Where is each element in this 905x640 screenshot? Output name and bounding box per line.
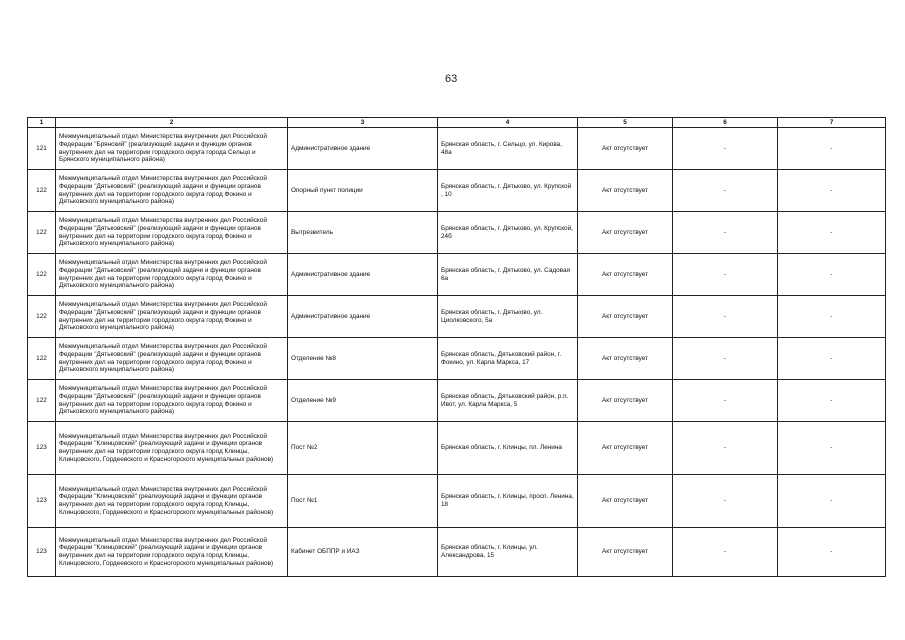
- table-row: [28, 475, 886, 528]
- col7-cell: -: [778, 170, 886, 212]
- page-number: 63: [445, 73, 458, 85]
- col7-cell: -: [778, 422, 886, 475]
- row-number: 123: [28, 528, 56, 577]
- col7-cell: -: [778, 528, 886, 577]
- act-cell: Акт отсутствует: [578, 338, 673, 380]
- table-row: [28, 254, 886, 296]
- object-cell: Вытрезвитель: [288, 212, 438, 254]
- col6-cell: -: [673, 254, 778, 296]
- organization-cell: Межмуниципальный отдел Министерства внутренних дел Российской Федерации "Брянский" (реализующий задачи и функции органов внутренних дел на территории городского округа города Сельцо и Брянского муниципального района): [56, 128, 288, 170]
- object-cell: Пост №1: [288, 475, 438, 528]
- object-cell: Кабинет ОБППР и ИАЗ: [288, 528, 438, 577]
- header-col-4: 4: [438, 118, 578, 128]
- act-cell: Акт отсутствует: [578, 422, 673, 475]
- row-number: 121: [28, 128, 56, 170]
- col6-cell: -: [673, 338, 778, 380]
- row-number: 123: [28, 475, 56, 528]
- row-number: 122: [28, 212, 56, 254]
- table-row: [28, 296, 886, 338]
- address-cell: Брянская область, Дятьковский район, г. Фокино, ул. Карла Маркса, 17: [438, 338, 578, 380]
- header-col-5: 5: [578, 118, 673, 128]
- address-cell: Брянская область, Дятьковский район, р.п. Ивот, ул. Карла Маркса, 5: [438, 380, 578, 422]
- act-cell: Акт отсутствует: [578, 296, 673, 338]
- organization-cell: Межмуниципальный отдел Министерства внутренних дел Российской Федерации "Клинцовский" (реализующий задачи и функции органов внутренних дел на территории городского округа город Клинцы, Клинцовского, Гордеевского и Красногорского муниципальных районов): [56, 528, 288, 577]
- table-row: [28, 338, 886, 380]
- col6-cell: -: [673, 128, 778, 170]
- object-cell: Отделение №8: [288, 338, 438, 380]
- table-row: [28, 170, 886, 212]
- header-col-7: 7: [778, 118, 886, 128]
- organization-cell: Межмуниципальный отдел Министерства внутренних дел Российской Федерации "Клинцовский" (реализующий задачи и функции органов внутренних дел на территории городского округа город Клинцы, Клинцовского, Гордеевского и Красногорского муниципальных районов): [56, 422, 288, 475]
- col6-cell: -: [673, 296, 778, 338]
- object-cell: Отделение №9: [288, 380, 438, 422]
- col7-cell: -: [778, 128, 886, 170]
- address-cell: Брянская область, г. Дятьково, ул. Крупской, 24б: [438, 212, 578, 254]
- address-cell: Брянская область, г. Клинцы, просп. Ленина, 18: [438, 475, 578, 528]
- address-cell: Брянская область, г. Сельцо, ул. Кирова, 48а: [438, 128, 578, 170]
- col7-cell: -: [778, 254, 886, 296]
- col6-cell: -: [673, 475, 778, 528]
- organization-cell: Межмуниципальный отдел Министерства внутренних дел Российской Федерации "Дятьковский" (реализующий задачи и функции органов внутренних дел на территории городского округа город Фокино и Дятьковского муниципального района): [56, 338, 288, 380]
- row-number: 122: [28, 170, 56, 212]
- row-number: 122: [28, 254, 56, 296]
- row-number: 123: [28, 422, 56, 475]
- row-number: 122: [28, 380, 56, 422]
- header-col-3: 3: [288, 118, 438, 128]
- act-cell: Акт отсутствует: [578, 170, 673, 212]
- object-cell: Административное здание: [288, 296, 438, 338]
- act-cell: Акт отсутствует: [578, 380, 673, 422]
- act-cell: Акт отсутствует: [578, 475, 673, 528]
- act-cell: Акт отсутствует: [578, 254, 673, 296]
- col6-cell: -: [673, 212, 778, 254]
- object-cell: Пост №2: [288, 422, 438, 475]
- organization-cell: Межмуниципальный отдел Министерства внутренних дел Российской Федерации "Дятьковский" (реализующий задачи и функции органов внутренних дел на территории городского округа город Фокино и Дятьковского муниципального района): [56, 254, 288, 296]
- header-col-2: 2: [56, 118, 288, 128]
- address-cell: Брянская область, г. Клинцы, пл. Ленина: [438, 422, 578, 475]
- object-cell: Административное здание: [288, 128, 438, 170]
- organization-cell: Межмуниципальный отдел Министерства внутренних дел Российской Федерации "Дятьковский" (реализующий задачи и функции органов внутренних дел на территории городского округа город Фокино и Дятьковского муниципального района): [56, 296, 288, 338]
- object-cell: Опорный пункт полиции: [288, 170, 438, 212]
- table-row: [28, 528, 886, 577]
- col7-cell: -: [778, 338, 886, 380]
- col6-cell: -: [673, 170, 778, 212]
- act-cell: Акт отсутствует: [578, 128, 673, 170]
- objects-table: [27, 117, 886, 577]
- header-col-6: 6: [673, 118, 778, 128]
- col6-cell: -: [673, 422, 778, 475]
- table-row: [28, 128, 886, 170]
- col6-cell: -: [673, 528, 778, 577]
- row-number: 122: [28, 296, 56, 338]
- table-row: [28, 212, 886, 254]
- col6-cell: -: [673, 380, 778, 422]
- table-row: [28, 422, 886, 475]
- header-row: [28, 118, 886, 128]
- organization-cell: Межмуниципальный отдел Министерства внутренних дел Российской Федерации "Дятьковский" (реализующий задачи и функции органов внутренних дел на территории городского округа город Фокино и Дятьковского муниципального района): [56, 170, 288, 212]
- address-cell: Брянская область, г. Дятьково, ул. Садовая 6а: [438, 254, 578, 296]
- act-cell: Акт отсутствует: [578, 528, 673, 577]
- col7-cell: -: [778, 296, 886, 338]
- address-cell: Брянская область, г. Дятьково, ул. Крупской , 10: [438, 170, 578, 212]
- header-col-1: 1: [28, 118, 56, 128]
- col7-cell: -: [778, 475, 886, 528]
- col7-cell: -: [778, 380, 886, 422]
- address-cell: Брянская область, г. Клинцы, ул. Александрова, 15: [438, 528, 578, 577]
- object-cell: Административное здание: [288, 254, 438, 296]
- col7-cell: -: [778, 212, 886, 254]
- organization-cell: Межмуниципальный отдел Министерства внутренних дел Российской Федерации "Клинцовский" (реализующий задачи и функции органов внутренних дел на территории городского округа город Клинцы, Клинцовского, Гордеевского и Красногорского муниципальных районов): [56, 475, 288, 528]
- address-cell: Брянская область, г. Дятьково, ул. Циолковского, 5а: [438, 296, 578, 338]
- organization-cell: Межмуниципальный отдел Министерства внутренних дел Российской Федерации "Дятьковский" (реализующий задачи и функции органов внутренних дел на территории городского округа город Фокино и Дятьковского муниципального района): [56, 212, 288, 254]
- row-number: 122: [28, 338, 56, 380]
- organization-cell: Межмуниципальный отдел Министерства внутренних дел Российской Федерации "Дятьковский" (реализующий задачи и функции органов внутренних дел на территории городского округа город Фокино и Дятьковского муниципального района): [56, 380, 288, 422]
- act-cell: Акт отсутствует: [578, 212, 673, 254]
- table-row: [28, 380, 886, 422]
